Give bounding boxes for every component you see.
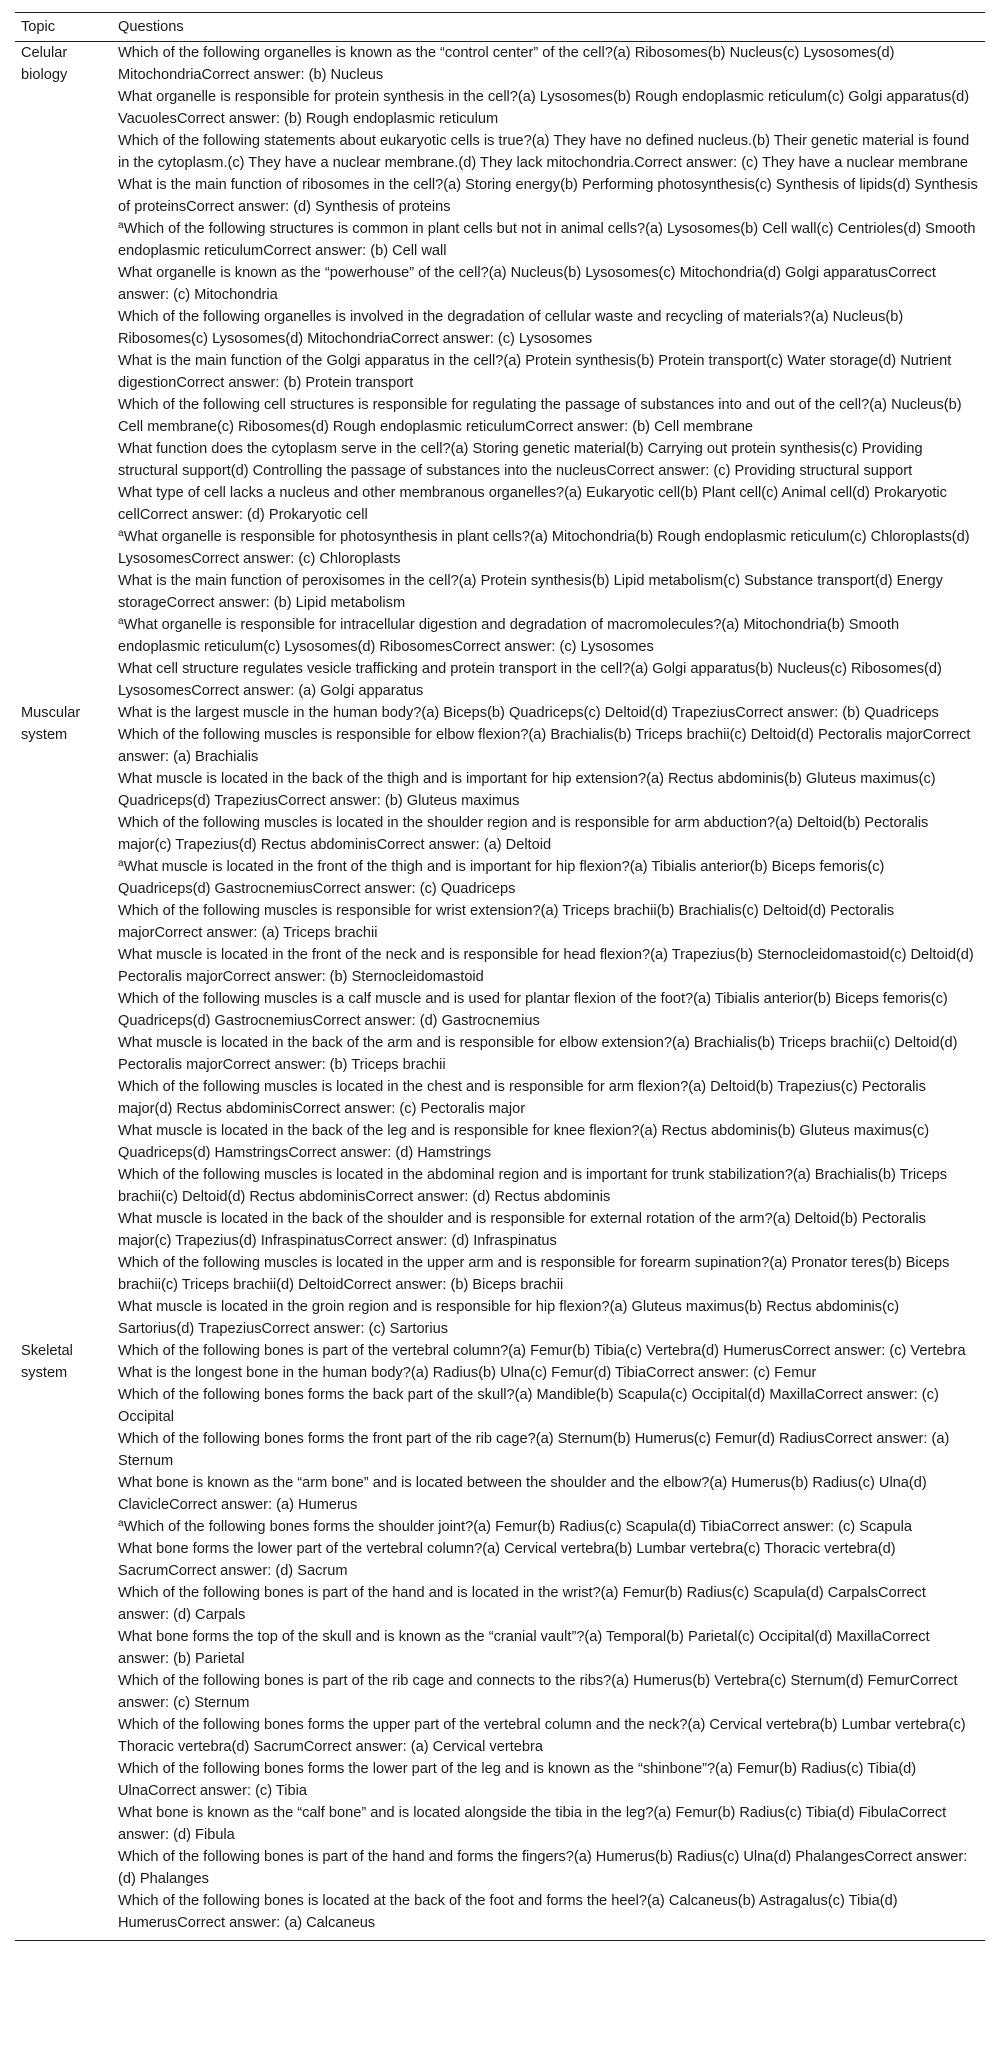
question-item	[118, 306, 979, 350]
question-text: What is the longest bone in the human body?(a) Radius(b) Ulna(c) Femur(d) TibiaCorrect answer: (c) Femur	[118, 1365, 817, 1381]
question-item	[118, 944, 979, 988]
question-text: Which of the following muscles is located in the shoulder region and is responsible for arm abduction?(a) Deltoid(b) Pectoralis major(c) Trapezius(d) Rectus abdominisCorrect answer: (a) Deltoid	[118, 815, 929, 853]
table-body	[15, 42, 985, 1941]
question-item	[118, 988, 979, 1032]
questions-cell	[112, 42, 985, 703]
question-item	[118, 350, 979, 394]
question-text: What muscle is located in the back of the shoulder and is responsible for external rotation of the arm?(a) Deltoid(b) Pectoralis major(c) Trapezius(d) InfraspinatusCorrect answer: (d) Infraspinatus	[118, 1211, 926, 1249]
question-text: What muscle is located in the front of the neck and is responsible for head flexion?(a) Trapezius(b) Sternocleidomastoid(c) Deltoid(d) Pectoralis majorCorrect answer: (b) Sternocleidomastoid	[118, 947, 974, 985]
question-item	[118, 1538, 979, 1582]
question-text: Which of the following bones is part of the vertebral column?(a) Femur(b) Tibia(c) Vertebra(d) HumerusCorrect answer: (c) Vertebra	[118, 1343, 966, 1359]
questions-column-header: Questions	[118, 19, 184, 35]
question-item	[118, 1582, 979, 1626]
question-text: Which of the following bones forms the upper part of the vertebral column and the neck?(a) Cervical vertebra(b) Lumbar vertebra(c) Thoracic vertebra(d) SacrumCorrect answer: (a) Cervical vertebra	[118, 1717, 966, 1755]
question-item	[118, 482, 979, 526]
question-item	[118, 218, 979, 262]
question-item	[118, 702, 979, 724]
question-text: What organelle is known as the “powerhouse” of the cell?(a) Nucleus(b) Lysosomes(c) Mitochondria(d) Golgi apparatusCorrect answer: (c) Mitochondria	[118, 265, 936, 303]
questions-table-container	[15, 12, 985, 1941]
question-text: Which of the following bones is part of the rib cage and connects to the ribs?(a) Humerus(b) Vertebra(c) Sternum(d) FemurCorrect answer: (c) Sternum	[118, 1673, 958, 1711]
question-item	[118, 900, 979, 944]
question-item	[118, 1670, 979, 1714]
question-item	[118, 1714, 979, 1758]
question-text: What function does the cytoplasm serve in the cell?(a) Storing genetic material(b) Carrying out protein synthesis(c) Providing structural support(d) Controlling the passage of substances into the nucleusCorrect answer: (c) Providing structural support	[118, 441, 923, 479]
question-item	[118, 174, 979, 218]
question-text: Which of the following muscles is located in the abdominal region and is important for trunk stabilization?(a) Brachialis(b) Triceps brachii(c) Deltoid(d) Rectus abdominisCorrect answer: (d) Rectus abdominis	[118, 1167, 947, 1205]
topic-cell: Muscular system	[21, 705, 81, 743]
question-text: What organelle is responsible for intracellular digestion and degradation of macromolecules?(a) Mitochondria(b) Smooth endoplasmic reticulum(c) Lysosomes(d) RibosomesCorrect answer: (c) Lysosomes	[118, 617, 900, 655]
table-row	[15, 702, 985, 1340]
question-text: Which of the following muscles is a calf muscle and is used for plantar flexion of the foot?(a) Tibialis anterior(b) Biceps femoris(c) Quadriceps(d) GastrocnemiusCorrect answer: (d) Gastrocnemius	[118, 991, 948, 1029]
question-text: What cell structure regulates vesicle trafficking and protein transport in the cell?(a) Golgi apparatus(b) Nucleus(c) Ribosomes(d) LysosomesCorrect answer: (a) Golgi apparatus	[118, 661, 942, 699]
question-text: What is the largest muscle in the human body?(a) Biceps(b) Quadriceps(c) Deltoid(d) TrapeziusCorrect answer: (b) Quadriceps	[118, 705, 939, 721]
table-row	[15, 42, 985, 703]
questions-table	[15, 12, 985, 1941]
question-item	[118, 1296, 979, 1340]
question-item	[118, 1208, 979, 1252]
header-row	[15, 13, 985, 42]
questions-cell	[112, 702, 985, 1340]
question-text: Which of the following bones forms the back part of the skull?(a) Mandible(b) Scapula(c) Occipital(d) MaxillaCorrect answer: (c) Occipital	[118, 1387, 939, 1425]
question-item	[118, 130, 979, 174]
footnote-marker: a	[118, 858, 124, 869]
question-text: Which of the following bones forms the shoulder joint?(a) Femur(b) Radius(c) Scapula(d) TibiaCorrect answer: (c) Scapula	[123, 1519, 912, 1535]
question-text: Which of the following muscles is located in the chest and is responsible for arm flexion?(a) Deltoid(b) Trapezius(c) Pectoralis major(d) Rectus abdominisCorrect answer: (c) Pectoralis major	[118, 1079, 926, 1117]
question-text: Which of the following bones forms the front part of the rib cage?(a) Sternum(b) Humerus(c) Femur(d) RadiusCorrect answer: (a) Sternum	[118, 1431, 950, 1469]
question-text: What muscle is located in the back of the leg and is responsible for knee flexion?(a) Rectus abdominis(b) Gluteus maximus(c) Quadriceps(d) HamstringsCorrect answer: (d) Hamstrings	[118, 1123, 930, 1161]
question-item	[118, 812, 979, 856]
topic-cell: Skeletal system	[21, 1343, 73, 1381]
question-item	[118, 1120, 979, 1164]
question-item	[118, 1802, 979, 1846]
question-item	[118, 1362, 979, 1384]
question-item	[118, 1890, 979, 1934]
question-text: Which of the following statements about eukaryotic cells is true?(a) They have no defined nucleus.(b) Their genetic material is found in the cytoplasm.(c) They have a nuclear membrane.(d) They lack mitochondria.Correct answer: (c) They have a nuclear membrane	[118, 133, 970, 171]
question-item	[118, 86, 979, 130]
question-item	[118, 768, 979, 812]
footnote-marker: a	[118, 1518, 124, 1529]
table-row	[15, 1340, 985, 1941]
question-item	[118, 1252, 979, 1296]
question-text: What bone forms the top of the skull and is known as the “cranial vault”?(a) Temporal(b) Parietal(c) Occipital(d) MaxillaCorrect answer: (b) Parietal	[118, 1629, 930, 1667]
question-item	[118, 1472, 979, 1516]
question-item	[118, 1076, 979, 1120]
question-text: Which of the following bones is located at the back of the foot and forms the heel?(a) Calcaneus(b) Astragalus(c) Tibia(d) HumerusCorrect answer: (a) Calcaneus	[118, 1893, 898, 1931]
question-text: Which of the following bones is part of the hand and is located in the wrist?(a) Femur(b) Radius(c) Scapula(d) CarpalsCorrect answer: (d) Carpals	[118, 1585, 926, 1623]
question-item	[118, 438, 979, 482]
question-text: What muscle is located in the groin region and is responsible for hip flexion?(a) Gluteus maximus(b) Rectus abdominis(c) Sartorius(d) TrapeziusCorrect answer: (c) Sartorius	[118, 1299, 900, 1337]
question-item	[118, 658, 979, 702]
question-item	[118, 570, 979, 614]
question-text: What is the main function of peroxisomes in the cell?(a) Protein synthesis(b) Lipid metabolism(c) Substance transport(d) Energy storageCorrect answer: (b) Lipid metabolism	[118, 573, 943, 611]
question-text: What muscle is located in the back of the thigh and is important for hip extension?(a) Rectus abdominis(b) Gluteus maximus(c) Quadriceps(d) TrapeziusCorrect answer: (b) Gluteus maximus	[118, 771, 936, 809]
question-text: Which of the following cell structures is responsible for regulating the passage of substances into and out of the cell?(a) Nucleus(b) Cell membrane(c) Ribosomes(d) Rough endoplasmic reticulumCorrect answer: (b) Cell membrane	[118, 397, 962, 435]
question-text: Which of the following organelles is involved in the degradation of cellular waste and recycling of materials?(a) Nucleus(b) Ribosomes(c) Lysosomes(d) MitochondriaCorrect answer: (c) Lysosomes	[118, 309, 904, 347]
question-text: What type of cell lacks a nucleus and other membranous organelles?(a) Eukaryotic cell(b) Plant cell(c) Animal cell(d) Prokaryotic cellCorrect answer: (d) Prokaryotic cell	[118, 485, 947, 523]
question-item	[118, 1032, 979, 1076]
questions-cell	[112, 1340, 985, 1941]
topic-column-header: Topic	[21, 19, 56, 35]
question-item	[118, 1846, 979, 1890]
footnote-marker: a	[118, 220, 124, 231]
question-text: What is the main function of ribosomes in the cell?(a) Storing energy(b) Performing photosynthesis(c) Synthesis of lipids(d) Synthesis of proteinsCorrect answer: (d) Synthesis of proteins	[118, 177, 978, 215]
question-item	[118, 262, 979, 306]
question-item	[118, 1516, 979, 1538]
question-text: What is the main function of the Golgi apparatus in the cell?(a) Protein synthesis(b) Protein transport(c) Water storage(d) Nutrient digestionCorrect answer: (b) Protein transport	[118, 353, 952, 391]
question-text: What bone is known as the “arm bone” and is located between the shoulder and the elbow?(a) Humerus(b) Radius(c) Ulna(d) ClavicleCorrect answer: (a) Humerus	[118, 1475, 927, 1513]
question-text: Which of the following muscles is located in the upper arm and is responsible for forearm supination?(a) Pronator teres(b) Biceps brachii(c) Triceps brachii(d) DeltoidCorrect answer: (b) Biceps brachii	[118, 1255, 950, 1293]
question-item	[118, 724, 979, 768]
footnote-marker: a	[118, 616, 124, 627]
question-text: What muscle is located in the back of the arm and is responsible for elbow extension?(a) Brachialis(b) Triceps brachii(c) Deltoid(d) Pectoralis majorCorrect answer: (b) Triceps brachii	[118, 1035, 958, 1073]
question-item	[118, 614, 979, 658]
question-text: What bone forms the lower part of the vertebral column?(a) Cervical vertebra(b) Lumbar vertebra(c) Thoracic vertebra(d) SacrumCorrect answer: (d) Sacrum	[118, 1541, 896, 1579]
topic-cell: Celular biology	[21, 45, 68, 83]
question-item	[118, 1626, 979, 1670]
question-text: Which of the following muscles is responsible for elbow flexion?(a) Brachialis(b) Triceps brachii(c) Deltoid(d) Pectoralis majorCorrect answer: (a) Brachialis	[118, 727, 971, 765]
question-text: Which of the following bones is part of the hand and forms the fingers?(a) Humerus(b) Radius(c) Ulna(d) PhalangesCorrect answer: (d) Phalanges	[118, 1849, 968, 1887]
footnote-marker: a	[118, 528, 124, 539]
question-item	[118, 1428, 979, 1472]
question-text: What organelle is responsible for photosynthesis in plant cells?(a) Mitochondria(b) Rough endoplasmic reticulum(c) Chloroplasts(d) LysosomesCorrect answer: (c) Chloroplasts	[118, 529, 970, 567]
question-text: What organelle is responsible for protein synthesis in the cell?(a) Lysosomes(b) Rough endoplasmic reticulum(c) Golgi apparatus(d) VacuolesCorrect answer: (b) Rough endoplasmic reticulum	[118, 89, 970, 127]
question-item	[118, 1758, 979, 1802]
question-text: Which of the following structures is common in plant cells but not in animal cells?(a) Lysosomes(b) Cell wall(c) Centrioles(d) Smooth endoplasmic reticulumCorrect answer: (b) Cell wall	[118, 221, 976, 259]
question-item	[118, 1340, 979, 1362]
question-item	[118, 526, 979, 570]
question-item	[118, 394, 979, 438]
question-text: Which of the following bones forms the lower part of the leg and is known as the “shinbone”?(a) Femur(b) Radius(c) Tibia(d) UlnaCorrect answer: (c) Tibia	[118, 1761, 917, 1799]
question-text: Which of the following muscles is responsible for wrist extension?(a) Triceps brachii(b) Brachialis(c) Deltoid(d) Pectoralis majorCorrect answer: (a) Triceps brachii	[118, 903, 895, 941]
question-text: Which of the following organelles is known as the “control center” of the cell?(a) Ribosomes(b) Nucleus(c) Lysosomes(d) MitochondriaCorrect answer: (b) Nucleus	[118, 45, 895, 83]
question-text: What bone is known as the “calf bone” and is located alongside the tibia in the leg?(a) Femur(b) Radius(c) Tibia(d) FibulaCorrect answer: (d) Fibula	[118, 1805, 947, 1843]
question-item	[118, 42, 979, 86]
question-item	[118, 856, 979, 900]
question-item	[118, 1164, 979, 1208]
question-item	[118, 1384, 979, 1428]
question-text: What muscle is located in the front of the thigh and is important for hip flexion?(a) Tibialis anterior(b) Biceps femoris(c) Quadriceps(d) GastrocnemiusCorrect answer: (c) Quadriceps	[118, 859, 885, 897]
table-header	[15, 13, 985, 42]
